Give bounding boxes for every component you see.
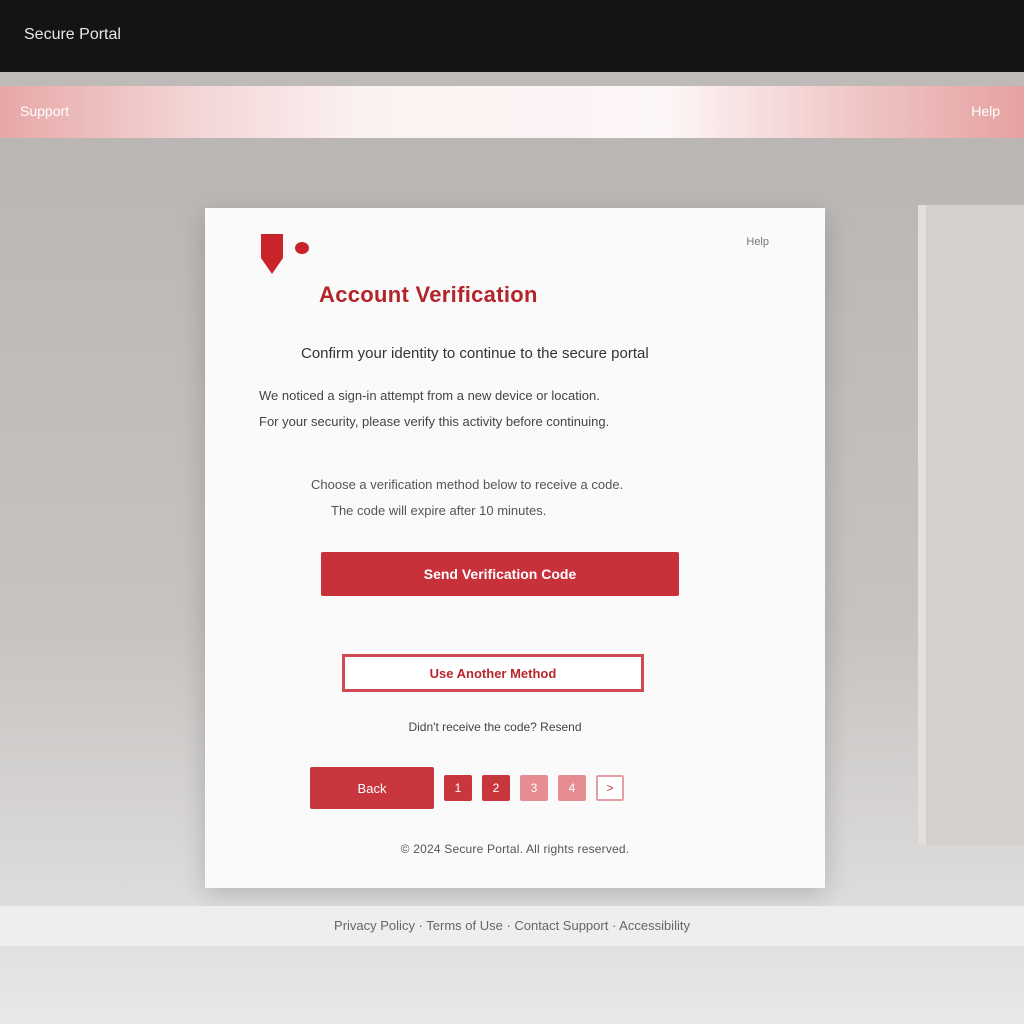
- another-method-button[interactable]: Use Another Method: [342, 654, 644, 692]
- dialog-footer: © 2024 Secure Portal. All rights reserved.: [400, 842, 630, 856]
- page-button-3[interactable]: 3: [520, 775, 548, 801]
- logo-dot-icon: [295, 242, 309, 254]
- window-title: Secure Portal: [24, 26, 121, 43]
- top-bar: [0, 0, 1024, 72]
- bottom-bar: [0, 906, 1024, 946]
- side-panel: [918, 205, 1024, 845]
- header-banner: [0, 86, 1024, 138]
- dialog-subtitle: Confirm your identity to continue to the secure portal: [301, 345, 649, 362]
- resend-hint[interactable]: Didn't receive the code? Resend: [408, 720, 582, 734]
- page-button-4[interactable]: 4: [558, 775, 586, 801]
- paragraph-method: Choose a verification method below to receive a code.: [311, 477, 624, 492]
- send-code-button[interactable]: Send Verification Code: [321, 552, 679, 596]
- verification-dialog: [205, 208, 825, 888]
- help-link[interactable]: Help: [746, 236, 769, 248]
- page-button-2[interactable]: 2: [482, 775, 510, 801]
- logo-shield-icon: [261, 234, 283, 274]
- pagination: [310, 766, 624, 810]
- dialog-title: Account Verification: [319, 282, 538, 307]
- banner-left-link[interactable]: Support: [20, 103, 70, 119]
- brand-logo-icon: [261, 234, 325, 286]
- paragraph-security: For your security, please verify this activity before continuing.: [259, 414, 610, 429]
- back-button[interactable]: Back: [310, 767, 434, 809]
- paragraph-expiry: The code will expire after 10 minutes.: [331, 503, 547, 518]
- bottom-bar-links[interactable]: Privacy Policy · Terms of Use · Contact Support · Accessibility: [334, 918, 690, 933]
- page-button-1[interactable]: 1: [444, 775, 472, 801]
- banner-right-link[interactable]: Help: [971, 103, 1000, 119]
- paragraph-notice: We noticed a sign-in attempt from a new device or location.: [259, 388, 600, 403]
- next-page-button[interactable]: >: [596, 775, 624, 801]
